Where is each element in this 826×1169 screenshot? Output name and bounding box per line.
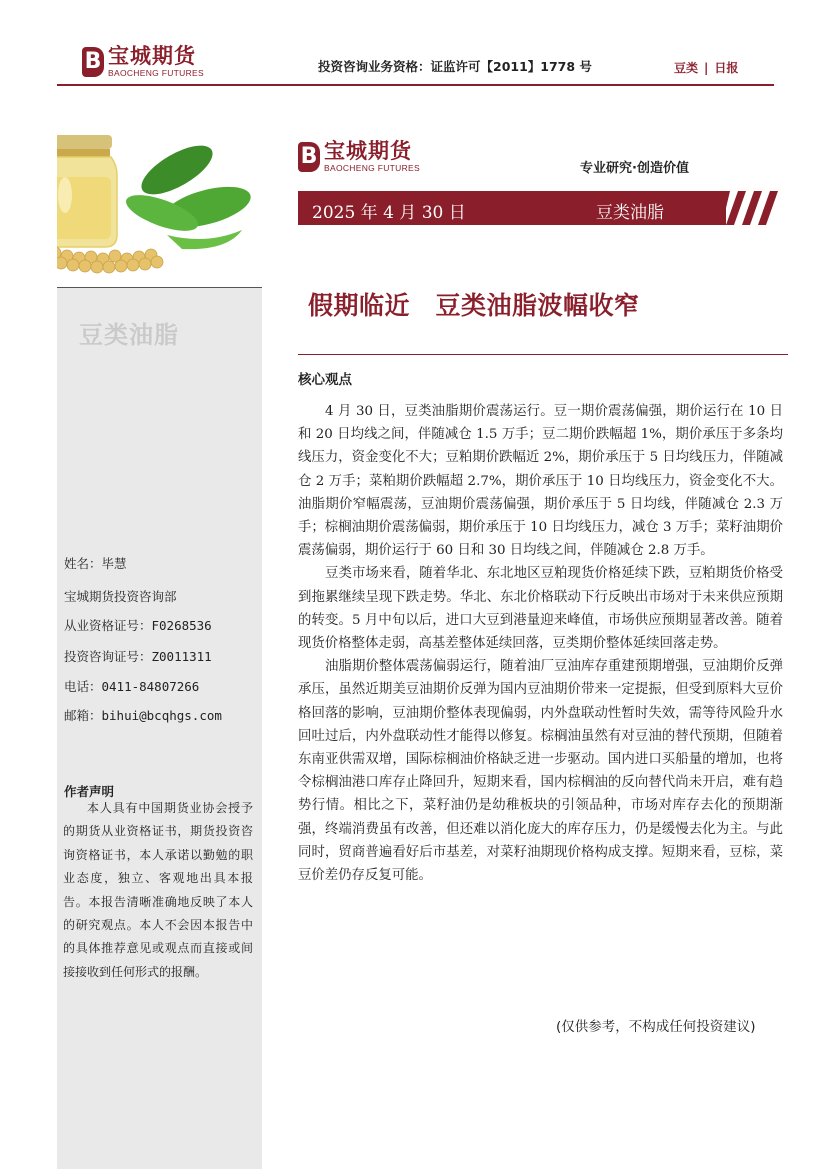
header-logo-en: BAOCHENG FUTURES [108, 68, 204, 78]
header-logo [82, 46, 204, 78]
sidebar [57, 95, 262, 1169]
soybean-oil-illustration [57, 95, 262, 287]
body-paragraph: 豆类市场来看，随着华北、东北地区豆粕现货价格延续下跌，豆粕期货价格受到拖累继续呈现下跌走势。华北、东北价格联动下行反映出市场对于未来供应预期的转变。5 月中旬以后，进口大豆到港量迎来峰值，市场供应预期显著改善。随着现货价格整体走弱，高基差整体延续回落，豆类期价整体延续回落走势。 [298, 566, 783, 652]
slogan: 专业研究·创造价值 [580, 161, 689, 176]
author-department: 宝城期货投资咨询部 [64, 589, 177, 604]
report-date: 2025 年 4 月 30 日 [312, 203, 466, 223]
author-phone: 电话：0411-84807266 [64, 679, 200, 694]
sidebar-image [57, 95, 262, 287]
header-tags [674, 59, 738, 76]
baocheng-logo-icon: B [298, 142, 320, 172]
report-title: 假期临近 豆类油脂波幅收窄 [308, 291, 640, 320]
core-view-label: 核心观点 [298, 372, 352, 388]
body-paragraph: 4 月 30 日，豆类油脂期价震荡运行。豆一期价震荡偏强，期价运行在 10 日和 20 日均线之间，伴随减仓 1.5 万手；豆二期价跌幅超 1%，期价承压于多条均线压力，资金变化不大；豆粕期价跌幅近 2%，期价承压于 5 日均线压力，伴随减仓 2 万手；菜粕期价跌幅超 2.7%，期价承压于 10 日均线压力，资金变化不大。油脂期价窄幅震荡，豆油期价震荡偏强，期价承压于 5 日均线，伴随减仓 2.3 万手；棕榈油期价震荡偏弱，期价承压于 10 日均线压力，减仓 3 万手；菜籽油期价震荡偏弱，期价运行于 60 日和 30 日均线之间，伴随减仓 2.8 万手。 [298, 404, 783, 559]
sidebar-category: 豆类油脂 [79, 321, 179, 349]
header-tag-category: 豆类 [674, 61, 699, 75]
report-body [298, 400, 783, 887]
header-tag-separator: | [704, 61, 709, 75]
author-license: 从业资格证号：F0268536 [64, 618, 212, 633]
author-consult-license: 投资咨询证号：Z0011311 [64, 649, 212, 664]
title-divider [298, 354, 788, 355]
statement-title: 作者声明 [64, 784, 115, 799]
date-bar-stripes [722, 191, 778, 225]
header-tag-type: 日报 [714, 61, 739, 75]
date-bar [298, 191, 726, 225]
qualification-text: 投资咨询业务资格：证监许可【2011】1778 号 [318, 59, 592, 74]
body-paragraph: 油脂期价整体震荡偏弱运行，随着油厂豆油库存重建预期增强，豆油期价反弹承压，虽然近期美豆油期价反弹为国内豆油期价带来一定提振，但受到原料大豆价格回落的影响，豆油期价整体表现偏弱，内外盘联动性暂时失效，需等待风险升水回吐过后，内外盘联动性才能得以修复。棕榈油虽然有对豆油的替代预期，但随着东南亚供需双增，国际棕榈油价格缺乏进一步驱动。国内进口买船量的增加，也将令棕榈油港口库存止降回升，短期来看，国内棕榈油的反向替代尚未开启，难有趋势行情。相比之下，菜籽油仍是幼稚板块的引领品种，市场对库存去化的预期渐强，终端消费虽有改善，但还难以消化庞大的库存压力，仍是缓慢去化为主。与此同时，贸商普遍看好后市基差，对菜籽油期现价格构成支撑。短期来看，豆棕，菜豆价差仍存反复可能。 [298, 659, 783, 884]
baocheng-logo-icon: B [82, 47, 104, 77]
report-logo-en: BAOCHENG FUTURES [324, 163, 420, 173]
statement-body: 本人具有中国期货业协会授予的期货从业资格证书，期货投资咨询资格证书，本人承诺以勤勉的职业态度，独立、客观地出具本报告。本报告清晰准确地反映了本人的研究观点。本人不会因本报告中的具体推荐意见或观点而直接或间接接收到任何形式的报酬。 [63, 801, 253, 979]
report-category: 豆类油脂 [596, 203, 664, 223]
disclaimer: (仅供参考，不构成任何投资建议) [556, 1019, 756, 1035]
report-logo [298, 141, 420, 173]
sidebar-image-divider [57, 287, 262, 288]
header-divider [57, 84, 774, 86]
author-email: 邮箱：bihui@bcqhgs.com [64, 708, 222, 723]
header-logo-cn: 宝城期货 [108, 44, 196, 68]
report-logo-cn: 宝城期货 [324, 139, 412, 163]
author-name: 姓名：毕慧 [64, 556, 127, 571]
